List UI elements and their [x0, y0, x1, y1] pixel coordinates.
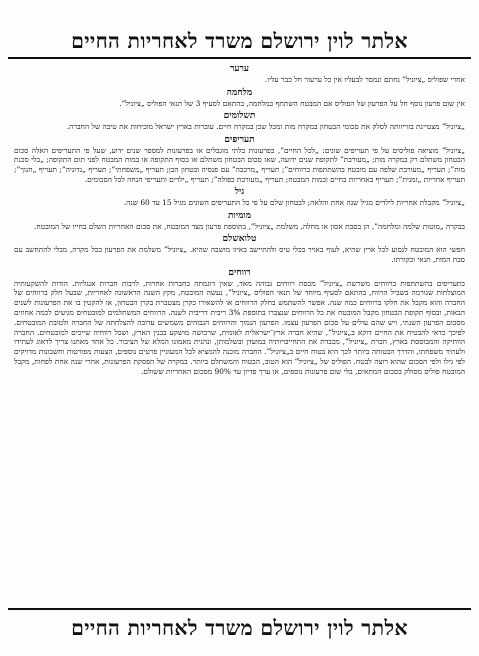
section-body: חפשי הוא המובטח לנסוע לכל ארץ שהיא, לעוף באויר בכלי טיס ולהתיישב באיזו מושבה שהיא. „ציוניל” משלמת את הפרעון בכל מקרה, מבלי להתחשב עם סבת המות, תנאי ובקורתו.: [14, 245, 465, 264]
section-body: בבקרה „מוטות שלמה ומלחמה”, הן בסבת אסון או מחלה, משלמת „ציוניל”, בתוספת פרעון מצד המובטח, את סכום האחריות השלם בחייו של המובטח.: [34, 221, 465, 231]
section-war: [14, 88, 465, 109]
section-travel: [14, 234, 465, 264]
section-profits: [14, 268, 465, 377]
section-body: אחרי שפוליס „ציוניל” נחתם ונמסר לבעליו אין כל ערעור חל כבר עליו.: [264, 75, 465, 84]
section-body: „ציוניל” מצטיינת בזריזותה לסלק את סכומי הבטחון במקרה מות ומכל שכן במקרה חיים. עוברות בארץ ישראל מוכיחות את טיבה של החברה.: [66, 122, 465, 132]
section-heading: מלחמה: [226, 87, 253, 98]
document-body: [14, 64, 465, 604]
section-heading: מומיות: [227, 210, 252, 221]
section-payments: [14, 111, 465, 132]
header-rule: [8, 57, 471, 59]
section-heading: ערער: [229, 64, 250, 74]
section-tariffs: [14, 135, 465, 184]
section-age: [14, 187, 465, 208]
section-body: אין שום פרעון נוסף חל על הפרעון של הפוליס אם המבטח השתתף במלחמה, בהתאם לסעיף 3 של תנאי הפוליס „ציוניל”.: [119, 98, 465, 108]
header-title: אלתר לוין ירושלם משרד לאחריות החיים: [71, 29, 408, 53]
section-heading: תשלומים: [223, 111, 256, 122]
section-heading: טלואשלם: [222, 234, 257, 245]
section-disability: [14, 211, 465, 232]
section-heading: רווחים: [228, 267, 251, 278]
section-body: בתעריפים בהשתתפות ברווחים משרשת „ציוניל” מכסת רווחים גבוהה מאד, שאין דוגמתה בחברות אחרות, לרבות חברות אנגליות. הודות להשקעותיה המוצלחות שגורמה בשביל הרווח, בהתאם לסעיף מיוחד של תנאי הפוליס „ציוניל”, נעשה המובטח, מקץ השנה הראשונה לאחריות, שבעל חלק ברווחים של החברה והוא מקבל את חלקו ברווחים כמה שנה. אפשר להשתמש בחלק הרווחים או להשאירו כקרן מצטברת בקרן הבטחון, או להקטין בו את הפרעונות לשנים הבאות, ובסוף תקופת הבטחון מקבל המובטח את כל הרווחים שנצברו בתוספת 3% ריבית דריבית לשנה. הרווחים המשתלמים למובטחים מגיעים לכמה אחוזים מסכום הפרעון השנתי, ויש שהם עולים על סכום הפרעון עצמו. הפרעון הנמוך והרווחים הגבוהים משמשים ערובה להצלחתה של החברה ולטובת המובטחים. לפיכך כדאי להבטיח את החיים דוקא ב„ציוניל”, שהיא חברה ארץ־ישראלית לאומית, שרכושה מושקע בבנין הארץ, ושכל רווחיה שייכים למובטחים. החברה הוותיקה והמבוססת בארץ, חברת „ציוניל”, מכבדת את התחייבויותיה במועדן ובשלמותן, ונהנית מאמונו המלא של הציבור. כל אחד מאתנו צריך לדאוג לעתידו ולעתיד משפחתו, והדרך הבטוחה ביותר לכך היא בטוח חיים ב„ציוניל”. החברה מוכנה להמציא לכל המעוניין פרטים נוספים, הצעות מפורטות וחשבונות מדויקים לפי גילו ולפי הסכום שהוא רוצה לבטח. הפוליס של „ציוניל” הוא הטוב, הבטוח והמשתלם ביותר. במקרה של הפסקת הפרעונות, אחרי שנה אחת לפחות, מקבל המובטח פוליס מסולק בסכום המתאים, בלי שום פרעונות נוספים, או ערך פדיון עד 90% מסכום האחריות ששולם.: [14, 278, 465, 376]
footer-rule: [8, 608, 471, 610]
section-appeal: [14, 64, 465, 85]
section-body: „ציוניל” מקבלת אחריות לילדים מגיל שנה אחת והלאה; לבטחון שלם על פי כל התעריפים השונים מגיל 15 עד 60 שנה.: [123, 198, 465, 208]
section-heading: גיל: [234, 187, 245, 198]
section-body: „ציוניל” מוציאה פוליסים על פי תעריפים שונים: „לכל החיים”, בפרעונות בלתי מוגבלים או בפרעונות למספר שנים ידוע, שעל פי התעריפים האלה סכום הבטחון משתלם רק במקרה מות; „מעורבת” לתקופת שנים ידועה, שאז סכום הבטחון משתלם או בסוף התקופה או במות המבטח לפני תום התקופה; „בלי סכנת מות”; תעריף „מעורבת שלפה עם מובטח בהשתתפות ברווחים”; תעריף „מרכבה” עם פנסיה ובטחון הבן; תעריף „משפחתי”; תעריף „נדוניה”; תעריף „חנוך”; תעריף אחריות „זמנית”; תעריף באחריות בחיים ובמות המבטח; תעריף „מעורבת כפולה”; תעריף „ילדים ותעריפי הנחה לכל הסכומים.: [14, 145, 465, 184]
footer-title: אלתר לוין ירושלם משרד לאחריות החיים: [71, 616, 408, 640]
section-heading: תעריפים: [224, 134, 255, 145]
